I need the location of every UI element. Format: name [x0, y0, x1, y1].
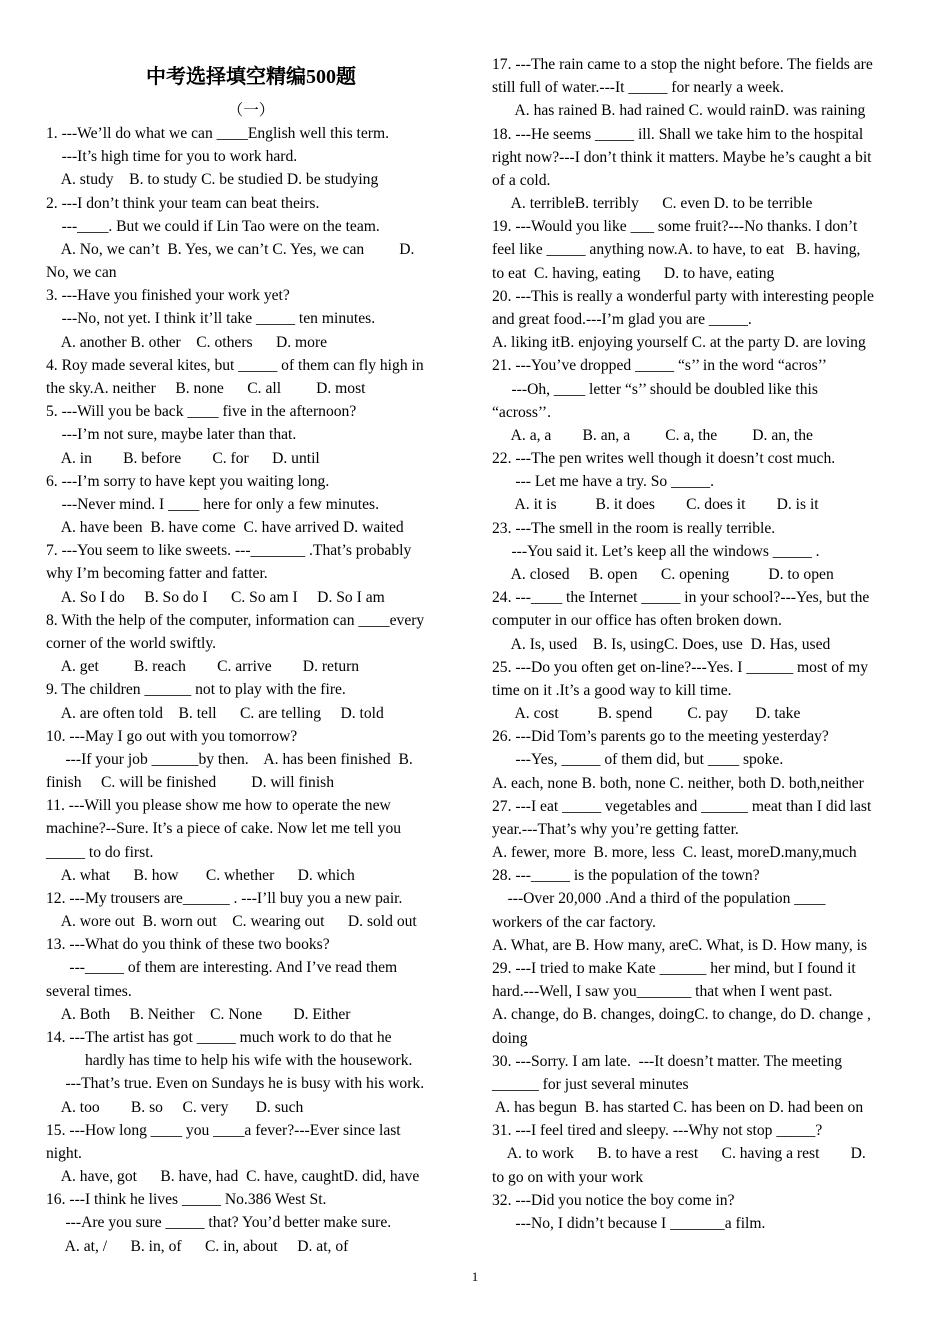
- text-line: several times.: [46, 982, 132, 1000]
- text-line: A. in B. before C. for D. until: [46, 449, 320, 467]
- text-line: 26. ---Did Tom’s parents go to the meeting yesterday?: [492, 728, 829, 746]
- text-line: 24. ---____ the Internet _____ in your school?---Yes, but the: [492, 589, 870, 607]
- text-line: 6. ---I’m sorry to have kept you waiting long.: [46, 472, 330, 490]
- text-line: ---I’m not sure, maybe later than that.: [46, 426, 297, 444]
- text-line: 11. ---Will you please show me how to operate the new: [46, 797, 391, 815]
- text-line: _____ to do first.: [46, 843, 154, 861]
- text-line: ---____. But we could if Lin Tao were on the team.: [46, 217, 380, 235]
- text-line: 32. ---Did you notice the boy come in?: [492, 1191, 735, 1209]
- text-line: ---Yes, _____ of them did, but ____ spoke.: [492, 751, 784, 769]
- text-line: 7. ---You seem to like sweets. ---_______ .That’s probably: [46, 542, 412, 560]
- text-line: hard.---Well, I saw you_______ that when I went past.: [492, 983, 833, 1001]
- text-line: A. Both B. Neither C. None D. Either: [46, 1005, 351, 1023]
- text-line: 21. ---You’ve dropped _____ “s’’ in the word “acros’’: [492, 357, 827, 375]
- text-line: A. at, / B. in, of C. in, about D. at, of: [46, 1237, 349, 1255]
- text-line: A. to work B. to have a rest C. having a rest D.: [492, 1145, 866, 1163]
- text-line: to eat C. having, eating D. to have, eating: [492, 264, 775, 282]
- text-line: A. what B. how C. whether D. which: [46, 866, 355, 884]
- text-line: A. each, none B. both, none C. neither, both D. both,neither: [492, 774, 864, 792]
- text-line: finish C. will be finished D. will finish: [46, 774, 335, 792]
- text-line: of a cold.: [492, 171, 551, 189]
- text-line: computer in our office has often broken down.: [492, 612, 782, 630]
- document-title: 中考选择填空精编500题: [146, 66, 356, 88]
- text-line: 9. The children ______ not to play with the fire.: [46, 681, 346, 699]
- text-line: 20. ---This is really a wonderful party with interesting people: [492, 287, 874, 305]
- text-line: hardly has time to help his wife with the housework.: [46, 1052, 413, 1070]
- text-line: ---You said it. Let’s keep all the windows _____ .: [492, 542, 820, 560]
- text-line: right now?---I don’t think it matters. Maybe he’s caught a bit: [492, 148, 872, 166]
- text-line: A. fewer, more B. more, less C. least, moreD.many,much: [492, 844, 857, 862]
- text-line: ---Are you sure _____ that? You’d better make sure.: [46, 1214, 392, 1232]
- text-line: 5. ---Will you be back ____ five in the afternoon?: [46, 403, 357, 421]
- text-line: A. a, a B. an, a C. a, the D. an, the: [492, 426, 813, 444]
- text-line: 17. ---The rain came to a stop the night before. The fields are: [492, 56, 873, 73]
- page-number: 1: [471, 1269, 479, 1284]
- text-line: 13. ---What do you think of these two books?: [46, 936, 330, 954]
- text-line: A. liking itB. enjoying yourself C. at the party D. are loving: [492, 334, 866, 352]
- text-line: still full of water.---It _____ for nearly a week.: [492, 79, 784, 97]
- text-line: 18. ---He seems _____ ill. Shall we take him to the hospital: [492, 125, 864, 143]
- text-line: A. it is B. it does C. does it D. is it: [492, 496, 819, 514]
- text-line: 1. ---We’ll do what we can ____English well this term.: [46, 125, 390, 142]
- text-line: ---It’s high time for you to work hard.: [46, 148, 298, 166]
- text-line: ---Never mind. I ____ here for only a few minutes.: [46, 495, 379, 513]
- text-line: time on it .It’s a good way to kill time.: [492, 681, 732, 699]
- text-line: 31. ---I feel tired and sleepy. ---Why not stop _____?: [492, 1122, 823, 1140]
- text-line: A. terribleB. terribly C. even D. to be terrible: [492, 195, 813, 213]
- text-line: A. What, are B. How many, areC. What, is D. How many, is: [492, 936, 868, 954]
- text-line: 30. ---Sorry. I am late. ---It doesn’t matter. The meeting: [492, 1052, 843, 1070]
- text-line: 4. Roy made several kites, but _____ of them can fly high in: [46, 356, 424, 374]
- text-line: ---If your job ______by then. A. has been finished B.: [46, 750, 413, 768]
- text-line: 22. ---The pen writes well though it doesn’t cost much.: [492, 450, 836, 468]
- text-line: 29. ---I tried to make Kate ______ her mind, but I found it: [492, 960, 856, 978]
- text-line: --- Let me have a try. So _____.: [492, 473, 715, 491]
- text-line: No, we can: [46, 264, 117, 282]
- text-line: ______ for just several minutes: [492, 1075, 689, 1093]
- text-line: 23. ---The smell in the room is really terrible.: [492, 519, 776, 537]
- text-line: A. has begun B. has started C. has been on D. had been on: [492, 1099, 864, 1117]
- text-line: A. study B. to study C. be studied D. be studying: [46, 171, 379, 189]
- text-line: 28. ---_____ is the population of the town?: [492, 867, 760, 885]
- text-line: A. wore out B. worn out C. wearing out D. sold out: [46, 913, 417, 931]
- text-line: ---No, I didn’t because I _______a film.: [492, 1215, 766, 1232]
- text-line: 2. ---I don’t think your team can beat theirs.: [46, 194, 320, 212]
- text-line: A. cost B. spend C. pay D. take: [492, 705, 801, 723]
- text-line: 3. ---Have you finished your work yet?: [46, 287, 290, 305]
- text-line: doing: [492, 1029, 528, 1047]
- text-line: night.: [46, 1144, 82, 1162]
- text-line: A. So I do B. So do I C. So am I D. So I am: [46, 588, 385, 606]
- text-line: A. another B. other C. others D. more: [46, 333, 328, 351]
- text-line: A. No, we can’t B. Yes, we can’t C. Yes, we can D.: [46, 240, 415, 258]
- text-line: ---_____ of them are interesting. And I’ve read them: [46, 959, 398, 977]
- text-line: 10. ---May I go out with you tomorrow?: [46, 727, 298, 745]
- text-line: ---That’s true. Even on Sundays he is busy with his work.: [46, 1075, 425, 1093]
- text-line: A. Is, used B. Is, usingC. Does, use D. Has, used: [492, 635, 831, 653]
- text-line: 12. ---My trousers are______ . ---I’ll buy you a new pair.: [46, 889, 403, 907]
- text-line: 15. ---How long ____ you ____a fever?---Ever since last: [46, 1121, 401, 1139]
- text-line: 14. ---The artist has got _____ much work to do that he: [46, 1029, 392, 1047]
- text-line: 16. ---I think he lives _____ No.386 West St.: [46, 1191, 327, 1209]
- text-line: corner of the world swiftly.: [46, 634, 217, 652]
- text-line: “across’’.: [492, 403, 552, 421]
- text-line: A. has rained B. had rained C. would rainD. was raining: [492, 102, 866, 120]
- text-line: A. are often told B. tell C. are telling D. told: [46, 704, 384, 722]
- text-line: to go on with your work: [492, 1168, 644, 1186]
- text-line: workers of the car factory.: [492, 913, 656, 931]
- text-line: A. change, do B. changes, doingC. to change, do D. change ,: [492, 1006, 871, 1024]
- text-line: A. have been B. have come C. have arrived D. waited: [46, 519, 404, 537]
- text-line: 27. ---I eat _____ vegetables and ______ meat than I did last: [492, 797, 872, 815]
- text-line: ---No, not yet. I think it’ll take _____ ten minutes.: [46, 310, 376, 328]
- text-line: 25. ---Do you often get on-line?---Yes. I ______ most of my: [492, 658, 869, 676]
- text-line: the sky.A. neither B. none C. all D. most: [46, 379, 366, 397]
- text-line: and great food.---I’m glad you are _____.: [492, 310, 752, 328]
- text-line: ---Over 20,000 .And a third of the population ____: [492, 890, 826, 908]
- text-line: ---Oh, ____ letter “s’’ should be doubled like this: [492, 380, 818, 398]
- text-line: why I’m becoming fatter and fatter.: [46, 565, 268, 583]
- text-line: 8. With the help of the computer, information can ____every: [46, 611, 425, 629]
- text-line: 19. ---Would you like ___ some fruit?---No thanks. I don’t: [492, 218, 858, 236]
- text-line: A. have, got B. have, had C. have, caughtD. did, have: [46, 1168, 420, 1186]
- text-line: year.---That’s why you’re getting fatter.: [492, 820, 739, 838]
- section-number: （一）: [227, 102, 275, 119]
- text-line: machine?--Sure. It’s a piece of cake. Now let me tell you: [46, 820, 402, 838]
- text-line: A. get B. reach C. arrive D. return: [46, 658, 360, 676]
- text-line: A. closed B. open C. opening D. to open: [492, 565, 834, 583]
- text-line: A. too B. so C. very D. such: [46, 1098, 304, 1116]
- text-line: feel like _____ anything now.A. to have, to eat B. having,: [492, 241, 861, 259]
